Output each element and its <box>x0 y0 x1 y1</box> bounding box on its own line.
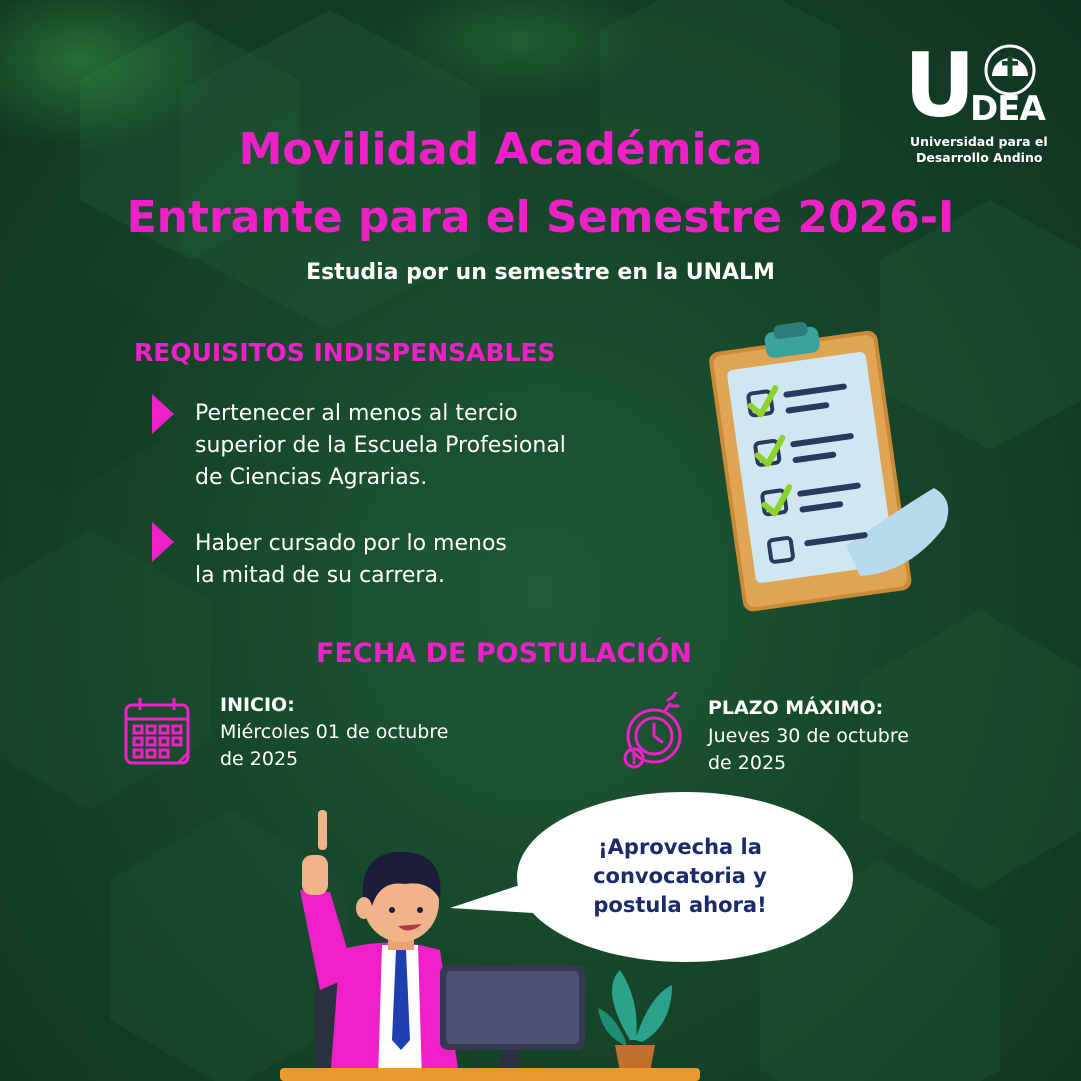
start-date-line2: de 2025 <box>220 748 299 770</box>
deadline-line2: de 2025 <box>708 752 787 774</box>
start-date-line1: Miércoles 01 de octubre <box>220 721 449 743</box>
title-line2: Entrante para el Semestre 2026-I <box>126 192 955 243</box>
subtitle: Estudia por un semestre en la UNALM <box>306 260 775 285</box>
callout-line2: convocatoria y <box>593 864 767 888</box>
alarm-clock-icon <box>618 692 690 774</box>
callout-line1: ¡Aprovecha la <box>598 835 762 859</box>
requirement-1-line3: de Ciencias Agrarias. <box>195 465 428 490</box>
title-line1: Movilidad Académica <box>238 124 763 175</box>
logo-letters-dea: DEA <box>970 89 1045 129</box>
deadline-label: PLAZO MÁXIMO: <box>708 697 884 719</box>
requirements-heading: REQUISITOS INDISPENSABLES <box>134 338 556 367</box>
logo-letter-u: U <box>904 34 976 137</box>
bullet-arrow-icon <box>152 394 174 434</box>
calendar-icon <box>122 695 194 770</box>
start-date-label: INICIO: <box>220 694 295 716</box>
logo-name-line1: Universidad para el <box>910 134 1048 149</box>
clipboard-checklist-icon <box>705 318 960 613</box>
student-at-desk-illustration <box>280 810 700 1081</box>
deadline-line1: Jueves 30 de octubre <box>708 725 909 747</box>
requirement-2-line1: Haber cursado por lo menos <box>195 531 507 556</box>
bullet-arrow-icon <box>152 522 174 562</box>
requirement-2-line2: la mitad de su carrera. <box>195 563 445 588</box>
dates-heading: FECHA DE POSTULACIÓN <box>316 638 692 669</box>
logo-name-line2: Desarrollo Andino <box>916 150 1043 165</box>
requirement-1-line2: superior de la Escuela Profesional <box>195 433 566 458</box>
requirement-1-line1: Pertenecer al menos al tercio <box>195 401 518 426</box>
callout-line3: postula ahora! <box>593 893 767 917</box>
